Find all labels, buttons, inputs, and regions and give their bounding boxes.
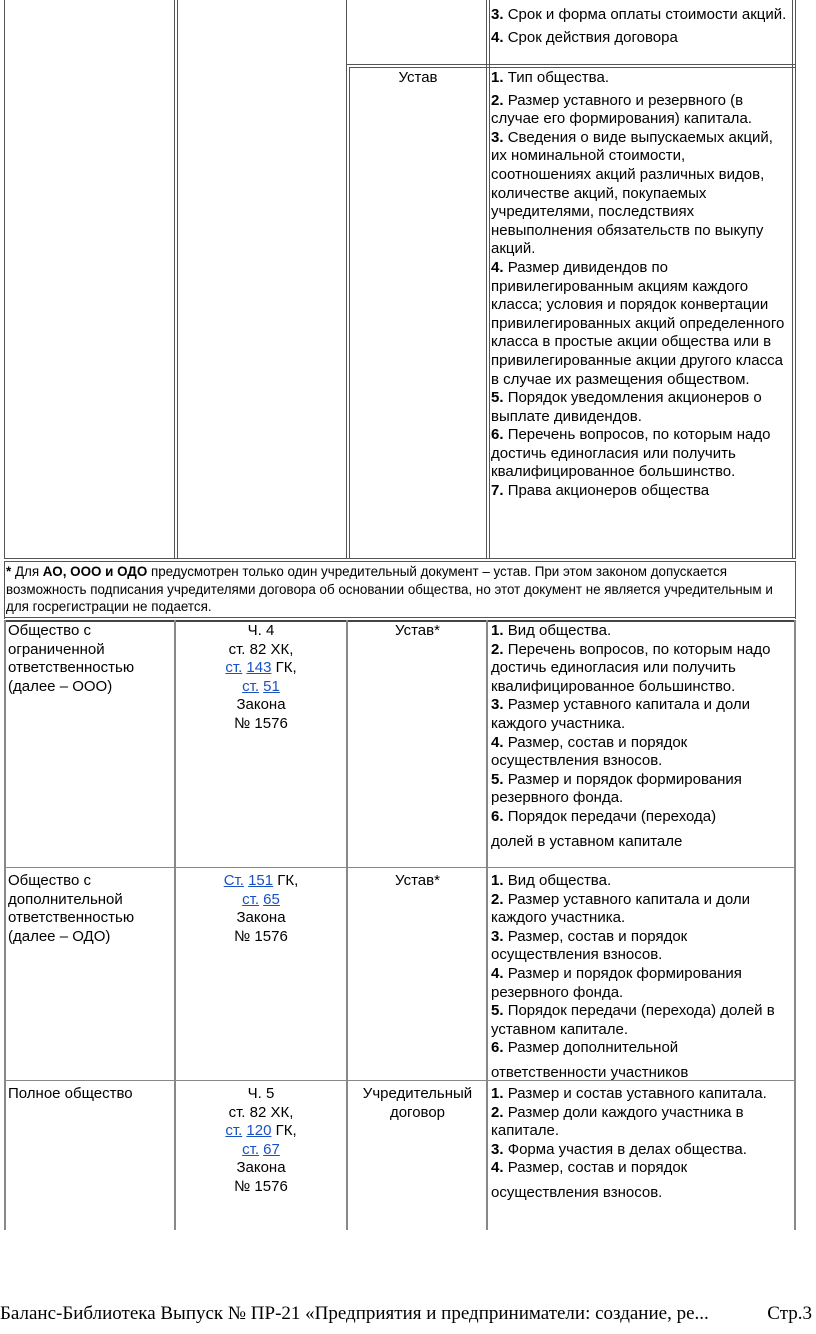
article-link[interactable]: Ст. xyxy=(223,872,244,889)
list-item: 4. Размер и порядок формирования резервного фонда. xyxy=(491,964,742,1001)
law-reference-cell: Ч. 4 ст. 82 ХК, ст. 143 ГК, ст. 51 Закона № 1576 xyxy=(225,622,297,732)
table-border xyxy=(4,617,796,618)
list-item: 3. Размер уставного капитала и доли каждого участника. xyxy=(491,696,751,732)
article-link[interactable]: ст. xyxy=(242,677,259,695)
requirements-list: 1. Вид общества. 2. Размер уставного капитала и доли каждого участника. 3. Размер, состав и порядок осуществления взносов. 4. Размер и порядок формирования резервного фонда. 5. Порядок передачи (перехода) долей в уставном капитале. 6. Размер дополнительной ответственности участников xyxy=(491,872,791,1083)
table-border xyxy=(346,64,796,65)
list-item: 5. Порядок передачи (перехода) долей в уставном капитале. xyxy=(491,1002,775,1038)
charter-items-list xyxy=(491,69,789,501)
table-border xyxy=(486,0,487,558)
article-link[interactable]: 65 xyxy=(263,890,280,908)
page-footer xyxy=(0,1303,816,1325)
list-item: 6. Порядок передачи (перехода) xyxy=(491,807,717,825)
law-reference-cell: Ст. 151 ГК, ст. 65 Закона № 1576 xyxy=(223,872,299,945)
article-link[interactable]: 51 xyxy=(263,677,280,695)
table-border xyxy=(4,620,6,1230)
list-item: 3. Сведения о виде выпускаемых акций, их номинальной стоимости, соотношениях акций различных видов, количестве акций, покупаемых учредителями, последствиях невыполнения обязательств по выкупу акций. xyxy=(491,128,773,258)
requirements-list: 1. Вид общества. 2. Перечень вопросов, по которым надо достичь единогласия или получить квалифицированное большинство. 3. Размер уставного капитала и доли каждого участника. 4. Размер, состав и порядок осуществления взносов. 5. Размер и порядок формирования резервного фонда. 6. Порядок передачи (перехода) долей в уставном капитале xyxy=(491,622,791,851)
list-item: 7. Права акционеров общества xyxy=(491,482,710,500)
list-item: 3. Размер, состав и порядок осуществления взносов. xyxy=(491,927,688,964)
list-item: 4. Размер, состав и порядок осуществления взносов. xyxy=(491,733,688,770)
table-border xyxy=(489,0,490,558)
doc-type-cell: Устав* xyxy=(395,622,440,639)
article-link[interactable]: 143 xyxy=(246,659,272,677)
list-item: 5. Порядок уведомления акционеров о выплате дивидендов. xyxy=(491,389,762,425)
footer-title: Баланс-Библиотека Выпуск № ПР-21 «Предприятия и предприниматели: создание, ре... xyxy=(0,1303,709,1324)
table-border xyxy=(346,0,347,558)
table-border xyxy=(4,561,5,619)
list-item: 4. Размер дивидендов по привилегированным акциям каждого класса; условия и порядок конвертации привилегированных акций определенного класса в простые акции общества или в привилегированные акции другого класса в случае их размещения обществом. xyxy=(491,258,785,388)
requirements-list: 1. Размер и состав уставного капитала. 2. Размер доли каждого участника в капитале. 3. Форма участия в делах общества. 4. Размер, состав и порядок осуществления взносов. xyxy=(491,1085,791,1203)
article-link[interactable]: 151 xyxy=(248,872,274,889)
table-border xyxy=(174,620,176,1230)
article-link[interactable]: 120 xyxy=(246,1122,272,1140)
company-type-cell: Общество с ограниченной ответственностью (далее – ООО) xyxy=(8,622,135,695)
table-border xyxy=(4,867,796,868)
list-item: 4. Размер, состав и порядок xyxy=(491,1159,688,1177)
list-item: 2. Размер доли каждого участника в капитале. xyxy=(491,1103,744,1140)
article-link[interactable]: ст. xyxy=(225,659,243,677)
company-type-cell: Общество с дополнительной ответственностью (далее – ОДО) xyxy=(8,872,135,945)
list-item: 2. Размер уставного капитала и доли каждого участника. xyxy=(491,890,751,927)
footnote: * Для АО, ООО и ОДО предусмотрен только один учредительный документ – устав. При этом законом допускается возможность подписания учредителями договора об основании общества, но этот документ не является учредительным и для госрегистрации не подается. xyxy=(6,564,773,615)
company-type-cell: Полное общество xyxy=(8,1085,133,1102)
list-item: 1. Тип общества. xyxy=(491,69,609,86)
article-link[interactable]: 67 xyxy=(263,1140,280,1158)
list-item: 6. Перечень вопросов, по которым надо достичь единогласия или получить квалифицированное большинство. xyxy=(491,426,771,481)
article-link[interactable]: ст. xyxy=(225,1122,243,1140)
doc-type-cell: Устав xyxy=(398,69,438,86)
table-border xyxy=(174,0,175,558)
article-link[interactable]: ст. xyxy=(242,890,259,908)
table-border xyxy=(177,0,178,558)
table-border xyxy=(795,0,796,558)
table-border xyxy=(349,67,796,68)
continued-list xyxy=(491,6,789,47)
article-link[interactable]: ст. xyxy=(242,1140,259,1158)
list-item: 3. Форма участия в делах общества. xyxy=(491,1140,747,1158)
list-item: 1. Размер и состав уставного капитала. xyxy=(491,1085,767,1102)
table-border xyxy=(4,0,5,558)
table-border xyxy=(486,620,488,1230)
list-item: 1. Вид общества. xyxy=(491,872,612,889)
list-item: 5. Размер и порядок формирования резервного фонда. xyxy=(491,770,742,807)
list-item: 3. Срок и форма оплаты стоимости акций. xyxy=(491,6,787,23)
table-border xyxy=(794,620,796,1230)
table-border xyxy=(4,561,796,562)
doc-type-cell: Устав* xyxy=(395,872,440,889)
list-item: 4. Срок действия договора xyxy=(491,28,678,46)
doc-type-cell: Учредительный договор xyxy=(362,1085,473,1121)
list-item: 2. Размер уставного и резервного (в случае его формирования) капитала. xyxy=(491,91,752,128)
table-border xyxy=(349,67,350,558)
list-item: 6. Размер дополнительной xyxy=(491,1039,679,1057)
table-border xyxy=(792,0,793,558)
list-item: 2. Перечень вопросов, по которым надо достичь единогласия или получить квалифицированное большинство. xyxy=(491,640,771,695)
table-border xyxy=(795,561,796,619)
law-reference-cell: Ч. 5 ст. 82 ХК, ст. 120 ГК, ст. 67 Закона № 1576 xyxy=(225,1085,297,1195)
page-number: Стр.3 xyxy=(767,1303,812,1324)
list-item: 1. Вид общества. xyxy=(491,622,612,639)
table-border xyxy=(4,558,796,559)
table-border xyxy=(346,620,348,1230)
